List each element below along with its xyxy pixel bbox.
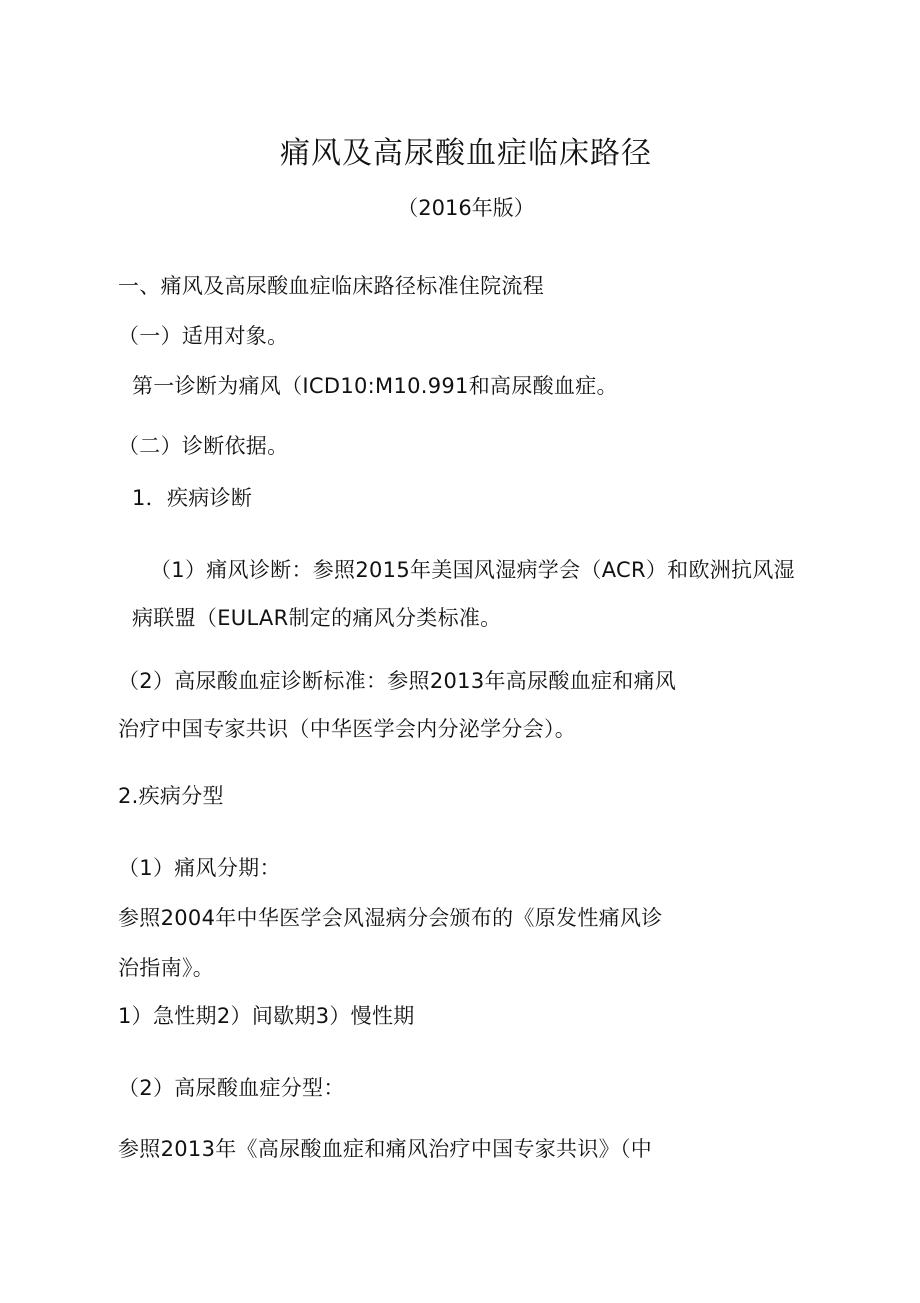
paragraph-gout-diagnosis: （1）痛风诊断：参照2015年美国风湿病学会（ACR）和欧洲抗风湿 (150, 558, 795, 582)
paragraph-hyperuricemia-type-ref: 参照2013年《高尿酸血症和痛风治疗中国专家共识》（中 (118, 1137, 653, 1161)
section-heading-1: 一、痛风及高尿酸血症临床路径标准住院流程 (118, 274, 544, 298)
paragraph-gout-staging-ref-cont: 治指南》。 (118, 956, 214, 980)
paragraph-hyperuricemia-criteria-cont: 治疗中国专家共识（中华医学会内分泌学分会）。 (118, 717, 577, 741)
document-title: 痛风及高尿酸血症临床路径 (280, 136, 652, 171)
paragraph-hyperuricemia-criteria: （2）高尿酸血症诊断标准：参照2013年高尿酸血症和痛风 (118, 669, 677, 693)
paragraph-gout-diagnosis-cont: 病联盟（EULAR制定的痛风分类标准。 (132, 606, 502, 630)
subitem-heading-hyperuricemia-type: （2）高尿酸血症分型： (118, 1076, 345, 1100)
list-gout-stages: 1）急性期2）间歇期3）慢性期 (118, 1004, 415, 1028)
item-heading-disease-classification: 2.疾病分型 (118, 784, 224, 808)
subitem-heading-gout-staging: （1）痛风分期： (118, 856, 281, 880)
subsection-heading-applicable: （一）适用对象。 (118, 324, 289, 348)
paragraph-gout-staging-ref: 参照2004年中华医学会风湿病分会颁布的《原发性痛风诊 (118, 906, 663, 930)
subsection-heading-diagnosis-basis: （二）诊断依据。 (118, 434, 289, 458)
paragraph-first-diagnosis: 第一诊断为痛风（ICD10:M10.991和高尿酸血症。 (132, 374, 618, 398)
document-subtitle: （2016年版） (397, 196, 535, 220)
item-heading-disease-diagnosis: 1．疾病诊断 (132, 486, 253, 510)
